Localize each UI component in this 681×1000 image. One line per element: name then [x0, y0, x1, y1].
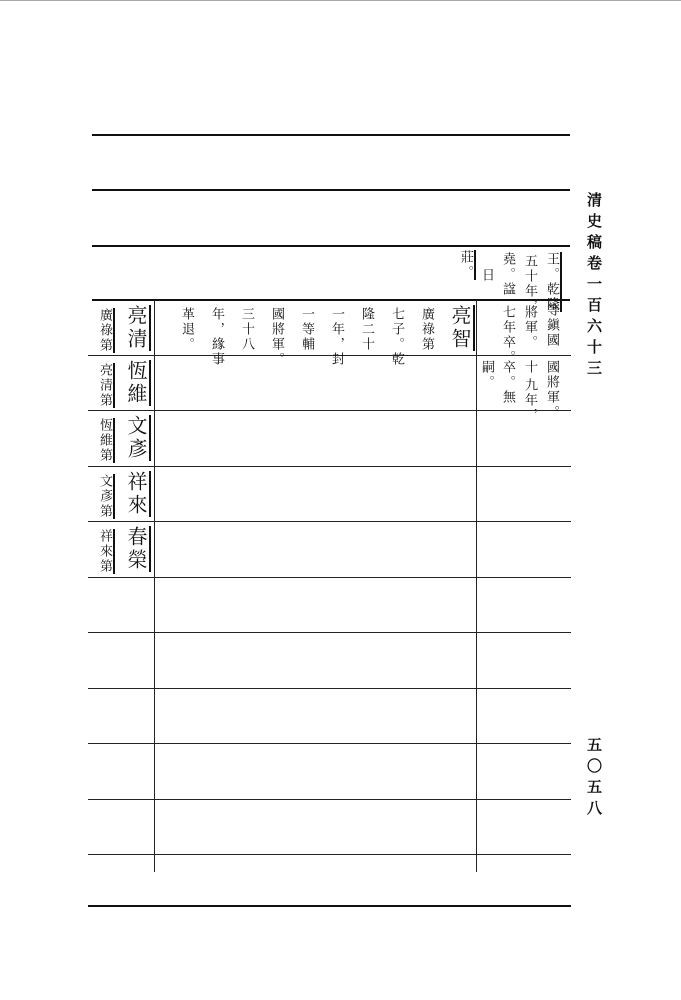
- row1-name: 亮智: [450, 305, 470, 351]
- rule-top-1: [92, 134, 570, 136]
- row-rule-10: [88, 854, 571, 855]
- upper-col-2: 五十年，: [522, 254, 537, 314]
- row1-text-2: 隆二十: [359, 307, 374, 352]
- row-rule-8: [88, 743, 571, 744]
- father-5: 祥來第: [98, 529, 111, 574]
- upper-col-3b: 日: [479, 268, 494, 283]
- name-3: 文彥: [126, 415, 146, 461]
- rule-top-2: [92, 189, 570, 191]
- row1-text-8: 革退。: [179, 307, 194, 352]
- row1-text-1: 七子。乾: [389, 307, 404, 367]
- name-1: 亮清: [126, 305, 146, 351]
- rule-bottom: [88, 905, 571, 907]
- row-rule-5: [88, 577, 571, 578]
- upper-col-3: 堯。諡: [500, 252, 515, 297]
- book-title: 清史稿卷一百六十三: [585, 192, 603, 381]
- row1-text-7: 年，緣事: [209, 307, 224, 367]
- father-3: 恆維第: [98, 418, 111, 463]
- col-divider-left: [154, 300, 155, 872]
- entry-right-col-a: 將軍。: [522, 305, 537, 350]
- name-2: 恆維: [126, 360, 146, 406]
- page-number: 五〇五八: [585, 737, 603, 821]
- row-rule-7: [88, 688, 571, 689]
- entry-right-col-e: 九年，: [522, 378, 537, 423]
- upper-col-1b: 等鎭國: [544, 303, 559, 348]
- col-divider-right: [476, 300, 477, 872]
- father-4: 文彥第: [98, 474, 111, 519]
- row-rule-3: [88, 466, 571, 467]
- rule-top-4: [92, 299, 570, 301]
- row-rule-9: [88, 799, 571, 800]
- entry-right-col-g: 嗣。: [479, 360, 494, 390]
- entry-right-col-c: 國將軍。: [544, 360, 559, 420]
- name-5: 春榮: [126, 526, 146, 572]
- row1-text-4: 一等輔: [299, 307, 314, 352]
- row1-text-5: 國將軍。: [269, 307, 284, 367]
- name-4: 祥來: [126, 471, 146, 517]
- row-rule-2: [88, 410, 571, 411]
- row1-text-3: 一年，封: [329, 307, 344, 367]
- upper-col-1: 王。乾隆: [545, 252, 558, 312]
- row-rule-6: [88, 632, 571, 633]
- row1-text-6: 三十八: [239, 307, 254, 352]
- row-rule-4: [88, 521, 571, 522]
- entry-right-col-d: 十: [522, 360, 537, 375]
- entry-right-col-b: 七年卒。: [500, 305, 515, 365]
- entry-right-col-f: 卒。無: [500, 360, 515, 405]
- page-top-edge: [0, 0, 681, 1]
- father-1: 廣祿第: [98, 308, 111, 353]
- rule-top-3: [92, 245, 570, 247]
- upper-col-4: 莊。: [459, 250, 472, 280]
- row1-father: 廣祿第: [419, 307, 434, 352]
- father-2: 亮清第: [98, 363, 111, 408]
